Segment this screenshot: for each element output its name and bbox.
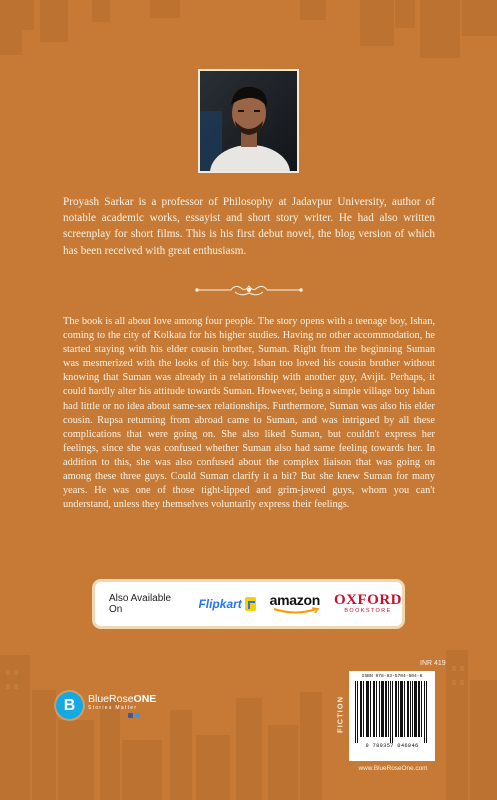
facebook-icon <box>128 713 133 718</box>
barcode-bars <box>355 681 429 743</box>
availability-box <box>92 579 405 629</box>
twitter-icon <box>135 713 140 718</box>
isbn-barcode <box>349 671 435 761</box>
availability-label: Also Available On <box>109 593 172 615</box>
price-label: INR 419 <box>420 660 446 667</box>
ean-digits: 9 789357 046046 <box>365 743 419 749</box>
oxford-wordmark: OXFORD <box>334 592 402 608</box>
amazon-smile-icon <box>272 607 322 615</box>
oxford-subtitle: BOOKSTORE <box>344 608 392 614</box>
author-bio: Proyash Sarkar is a professor of Philosophy at Jadavpur University, author of notable academic works, essayist and short story writer. He had also written screenplay for short films. This is his first debut novel, the blog version of which has been received with great enthusiasm. <box>63 196 435 257</box>
isbn-text: ISBN 978-93-5704-604-6 <box>361 674 423 679</box>
bluerose-b-icon: B <box>56 692 83 719</box>
amazon-logo <box>270 592 320 616</box>
publisher-website[interactable]: www.BlueRoseOne.com <box>358 765 428 772</box>
publisher-name: BlueRoseONE <box>88 692 157 705</box>
author-photo <box>198 69 299 173</box>
flipkart-logo: Flipkart <box>198 597 242 611</box>
ornamental-divider <box>195 280 303 300</box>
oxford-bookstore-logo <box>334 593 402 615</box>
publisher-logo <box>56 692 156 719</box>
social-icons <box>128 713 156 718</box>
genre-label: FICTION <box>335 696 345 734</box>
amazon-wordmark: amazon <box>269 592 320 608</box>
flipkart-bag-icon <box>245 597 256 611</box>
book-synopsis: The book is all about love among four people. The story opens with a teenage boy, Ishan, coming to the city of Kolkata for his higher studies. Having no other accommodation, he started staying with his elder cousin brother, Suman. Right from the beginning Suman was mesmerized with the looks of this boy. Ishan too loved his cousin brother without knowing that Suman was already in a relationship with another guy, Avijit. Perhaps, it could hardly alter his attitude towards Suman. However, being a simple village boy Ishan had little or no idea about same-sex relationships. Furthermore, Suman was also his elder cousin. Rupsa returning from abroad came to Suman, and was intrigued by all these complications that were going on. She also liked Suman, but couldn't express her feelings, since she was confused whether Suman also had same feeling towards her. In addition to this, she was also confused about the complex liaison that was going on among these three guys. Could Suman clarify it a bit? But she knew Suman for many years. He was one of those tight-lipped and grim-jawed guys, whom you can't understand, unless they themselves voluntarily express their feelings. <box>63 316 435 511</box>
publisher-tagline: Stories Matter <box>88 704 138 711</box>
